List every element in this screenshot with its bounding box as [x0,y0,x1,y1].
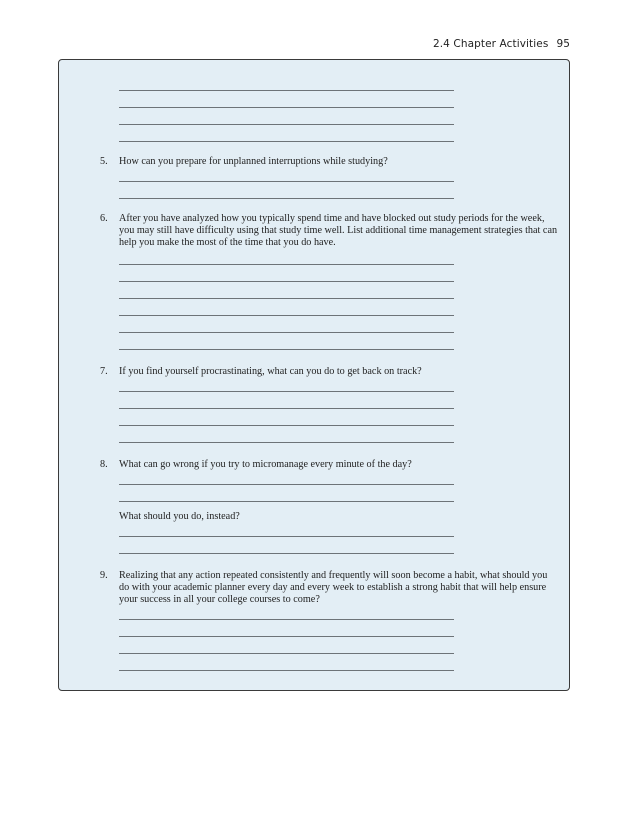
answer-line[interactable] [119,264,454,265]
question-9 [100,570,560,606]
section-title: 2.4 Chapter Activities [432,38,549,50]
activity-box [58,59,570,691]
question-number: 6. [100,213,108,224]
question-5 [100,156,560,168]
question-text: Realizing that any action repeated consistently and frequently will soon become a habit, what should you do with your academic planner every day and every week to establish a strong habit that will help ensure your success in all your college courses to come? [119,570,548,605]
question-6 [100,213,560,249]
answer-line[interactable] [119,198,454,199]
answer-line[interactable] [119,124,454,125]
answer-line[interactable] [119,408,454,409]
answer-line[interactable] [119,619,454,620]
question-text: What can go wrong if you try to micromanage every minute of the day? [119,459,412,470]
question-number: 7. [100,366,108,377]
question-text: If you find yourself procrastinating, what can you do to get back on track? [119,366,422,377]
answer-line[interactable] [119,425,454,426]
answer-line[interactable] [119,298,454,299]
answer-line[interactable] [119,442,454,443]
answer-line[interactable] [119,553,454,554]
page-number: 95 [556,38,570,50]
answer-line[interactable] [119,281,454,282]
question-8-followup: What should you do, instead? [119,511,240,522]
question-7 [100,366,560,378]
answer-line[interactable] [119,670,454,671]
answer-line[interactable] [119,141,454,142]
answer-line[interactable] [119,391,454,392]
answer-line[interactable] [119,332,454,333]
question-number: 9. [100,570,108,581]
answer-line[interactable] [119,536,454,537]
answer-line[interactable] [119,484,454,485]
question-number: 8. [100,459,108,470]
question-text: How can you prepare for unplanned interruptions while studying? [119,156,388,167]
answer-line[interactable] [119,107,454,108]
answer-line[interactable] [119,90,454,91]
question-number: 5. [100,156,108,167]
answer-line[interactable] [119,349,454,350]
answer-line[interactable] [119,636,454,637]
question-8 [100,459,560,471]
question-text: After you have analyzed how you typically spend time and have blocked out study periods for the week, you may still have difficulty using that study time well. List additional time management strategies that can help you make the most of the time that you do have. [119,213,558,248]
answer-line[interactable] [119,653,454,654]
answer-line[interactable] [119,501,454,502]
answer-line[interactable] [119,181,454,182]
answer-line[interactable] [119,315,454,316]
running-head [433,38,570,50]
